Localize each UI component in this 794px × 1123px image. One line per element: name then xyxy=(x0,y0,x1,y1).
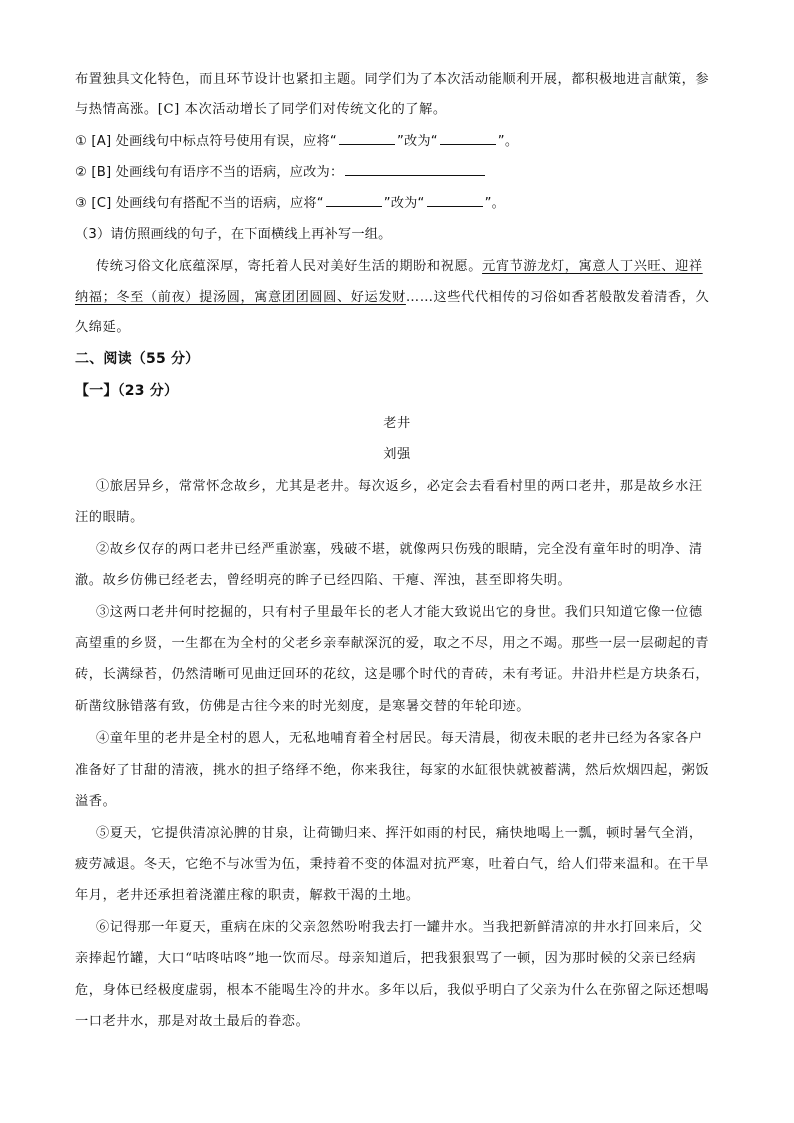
subquestion-c-prefix: ③ [C] 处画线句有搭配不当的语病，应将“ xyxy=(75,196,324,211)
article-line: 溢香。 xyxy=(75,794,117,809)
article-line: ①旅居异乡，常常怀念故乡，尤其是老井。每次返乡，必定会去看看村里的两口老井，那是故乡水汪 xyxy=(96,479,703,494)
imitation-paragraph-line-2 xyxy=(75,286,709,305)
article-line: ⑤夏天，它提供清凉沁脾的甘泉，让荷锄归来、挥汗如雨的村民，痛快地喝上一瓢，顿时暑气全消， xyxy=(96,826,703,841)
answer-blank-b[interactable] xyxy=(345,164,485,176)
article-line: ⑥记得那一年夏天，重病在床的父亲忽然吩咐我去打一罐井水。当我把新鲜清凉的井水打回来后，父 xyxy=(96,920,703,935)
article-line: 澈。故乡仿佛已经老去，曾经明亮的眸子已经四陷、干瘪、浑浊，甚至即将失明。 xyxy=(75,573,572,588)
subquestion-b-prefix: ② [B] 处画线句有语序不当的语病，应改为： xyxy=(75,165,344,180)
article-line: 危，身体已经极度虚弱，根本不能喝生冷的井水。多年以后，我似乎明白了父亲为什么在弥留之际还想喝 xyxy=(75,983,710,998)
subquestion-c-mid: ”改为“ xyxy=(383,196,425,211)
question-3-prompt: （3）请仿照画线的句子，在下面横线上再补写一组。 xyxy=(75,227,392,242)
underlined-sentence-1: 元宵节游龙灯，寓意人丁兴旺、迎祥 xyxy=(482,259,703,274)
article-line: ③这两口老井何时挖掘的，只有村子里最年长的老人才能大致说出它的身世。我们只知道它像一位德 xyxy=(96,605,703,620)
answer-blank-c1[interactable] xyxy=(326,195,382,207)
article-line: 砖，长满绿苔，仍然清晰可见曲迂回环的花纹，这是哪个时代的青砖，未有考证。井沿井栏是方块条石， xyxy=(75,667,710,682)
subquestion-a xyxy=(75,130,518,149)
imitation-paragraph-line-3: 久绵延。 xyxy=(75,320,131,335)
article-line: 年月，老井还承担着浇灌庄稼的职责，解救干渴的土地。 xyxy=(75,888,420,903)
article-line: 汪的眼睛。 xyxy=(75,510,144,525)
article-line: 斫凿纹脉错落有致，仿佛是古往今来的时光刻度，是寒暑交替的年轮印迹。 xyxy=(75,699,530,714)
answer-blank-a1[interactable] xyxy=(339,133,395,145)
article-title: 老井 xyxy=(383,416,411,431)
section-title: 二、阅读（55 分） xyxy=(75,351,200,367)
subquestion-c-suffix: ”。 xyxy=(484,196,506,211)
context-line-1: 布置独具文化特色，而且环节设计也紧扣主题。同学们为了本次活动能顺利开展，都积极地进言献策，参 xyxy=(75,72,710,87)
answer-blank-c2[interactable] xyxy=(427,195,483,207)
article-author: 刘强 xyxy=(383,447,411,462)
imitation-plain-1: 传统习俗文化底蕴深厚，寄托着人民对美好生活的期盼和祝愿。 xyxy=(96,259,483,274)
article-line: 疲劳减退。冬天，它绝不与冰雪为伍，秉持着不变的体温对抗严寒，吐着白气，给人们带来温和。在干旱 xyxy=(75,857,710,872)
subquestion-a-suffix: ”。 xyxy=(497,134,519,149)
article-line: 一口老井水，那是对故土最后的眷恋。 xyxy=(75,1014,310,1029)
subsection-title: 【一】（23 分） xyxy=(75,383,179,399)
subquestion-a-mid: ”改为“ xyxy=(396,134,438,149)
context-line-2: 与热情高涨。[C] 本次活动增长了同学们对传统文化的了解。 xyxy=(75,102,447,117)
article-line: 高望重的乡贤，一生都在为全村的父老乡亲奉献深沉的爱，取之不尽，用之不竭。那些一层一层砌起的青 xyxy=(75,636,710,651)
article-line: ②故乡仅存的两口老井已经严重淤塞，残破不堪，就像两只伤残的眼睛，完全没有童年时的明净、清 xyxy=(96,542,703,557)
subquestion-b xyxy=(75,161,487,180)
subquestion-a-prefix: ① [A] 处画线句中标点符号使用有误，应将“ xyxy=(75,134,337,149)
imitation-paragraph-line-1 xyxy=(96,255,703,274)
article-line: ④童年里的老井是全村的恩人，无私地哺育着全村居民。每天清晨，彻夜未眠的老井已经为各家各户 xyxy=(96,731,703,746)
imitation-plain-2: ……这些代代相传的习俗如香茗般散发着清香，久 xyxy=(405,290,710,305)
underlined-sentence-2: 纳福；冬至（前夜）提汤圆，寓意团团圆圆、好运发财 xyxy=(75,290,406,305)
answer-blank-a2[interactable] xyxy=(440,133,496,145)
article-line: 亲捧起竹罐，大口“咕咚咕咚”地一饮而尽。母亲知道后，把我狠狠骂了一顿，因为那时候的父亲已经病 xyxy=(75,951,697,966)
article-line: 准备好了甘甜的清液，挑水的担子络绎不绝，你来我往，每家的水缸很快就被蓄满，然后炊烟四起，粥饭 xyxy=(75,763,710,778)
subquestion-c xyxy=(75,192,505,211)
